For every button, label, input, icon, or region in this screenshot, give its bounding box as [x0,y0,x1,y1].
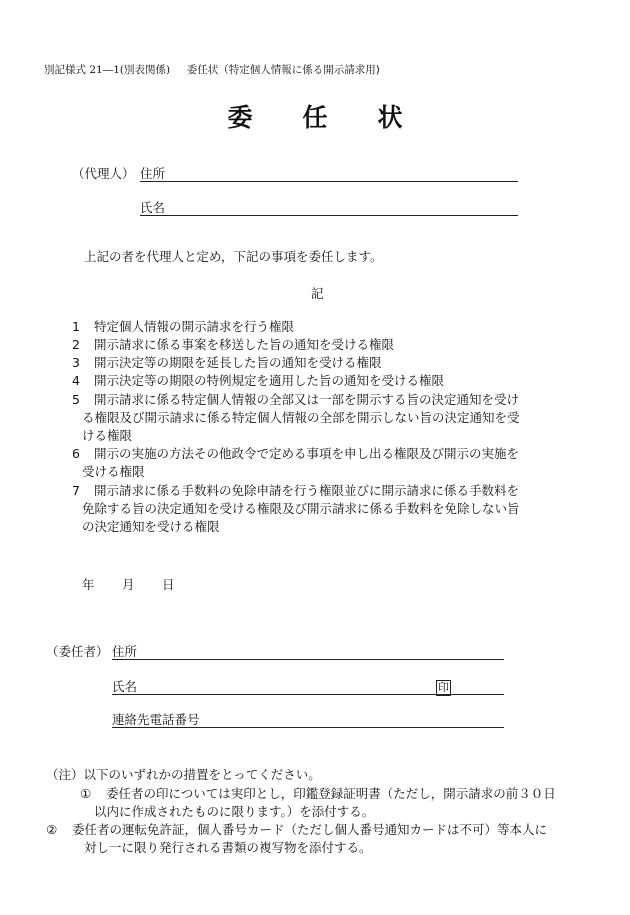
list-item: 6 開示の実施の方法その他政令で定める事項を申し出る権限及び開示の実施を 受ける権限 [72,446,519,479]
note-2-mark: ② [46,822,58,837]
principal-address-field[interactable] [112,641,504,660]
principal-address-label: 住所 [112,644,138,659]
agent-prefix: （代理人） [72,166,135,181]
agent-name-label: 氏名 [140,200,166,215]
note-1-line-1: 委任者の印については実印とし，印鑑登録証明書（ただし，開示請求の前３０日 [106,786,556,801]
note-1-line-2: 以内に作成されたものに限ります。）を添付する。 [94,804,375,819]
form-header [44,62,380,77]
seal-mark [436,676,451,696]
page-title: 委任状 [227,103,453,132]
list-item: 3 開示決定等の期限を延長した旨の通知を受ける権限 [72,355,382,370]
seal-label: 印 [438,681,449,694]
agent-name-field[interactable] [140,197,518,216]
list-item: 7 開示請求に係る手数料の免除申請を行う権限並びに開示請求に係る手数料を 免除する旨の決定通知を受ける権限及び開示請求に係る手数料を免除しない旨 の決定通知を受ける権限 [72,483,520,534]
principal-phone-field[interactable] [112,709,504,728]
principal-phone-label: 連絡先電話番号 [112,712,200,727]
form-id: 別記様式 21―1(別表関係) [44,64,171,76]
list-item: 2 開示請求に係る事案を移送した旨の通知を受ける権限 [72,337,394,352]
agent-address-label: 住所 [140,166,166,181]
notes-intro: （注）以下のいずれかの措置をとってください。 [46,767,321,782]
agent-address-field[interactable] [140,163,518,182]
date-year-label: 年 [82,577,95,592]
intro-text: 上記の者を代理人と定め，下記の事項を委任します。 [84,249,383,264]
ki-heading: 記 [311,286,324,301]
form-subtitle: 委任状（特定個人情報に係る開示請求用) [186,64,380,76]
note-2-line-1: 委任者の運転免許証，個人番号カード（ただし個人番号通知カードは不可）等本人に [72,822,548,837]
principal-prefix: （委任者） [46,644,109,659]
note-1-mark: ① [80,786,92,801]
date-month-label: 月 [122,577,135,592]
note-2-line-2: 対し一に限り発行される書類の複写物を添付する。 [84,840,372,855]
list-item: 5 開示請求に係る特定個人情報の全部又は一部を開示する旨の決定通知を受け る権限及び開示請求に係る特定個人情報の全部を開示しない旨の決定通知を受 ける権限 [72,392,520,443]
list-item: 1 特定個人情報の開示請求を行う権限 [72,319,294,334]
principal-name-label: 氏名 [112,679,138,694]
date-day-label: 日 [162,577,175,592]
list-item: 4 開示決定等の期限の特例規定を適用した旨の通知を受ける権限 [72,373,444,388]
